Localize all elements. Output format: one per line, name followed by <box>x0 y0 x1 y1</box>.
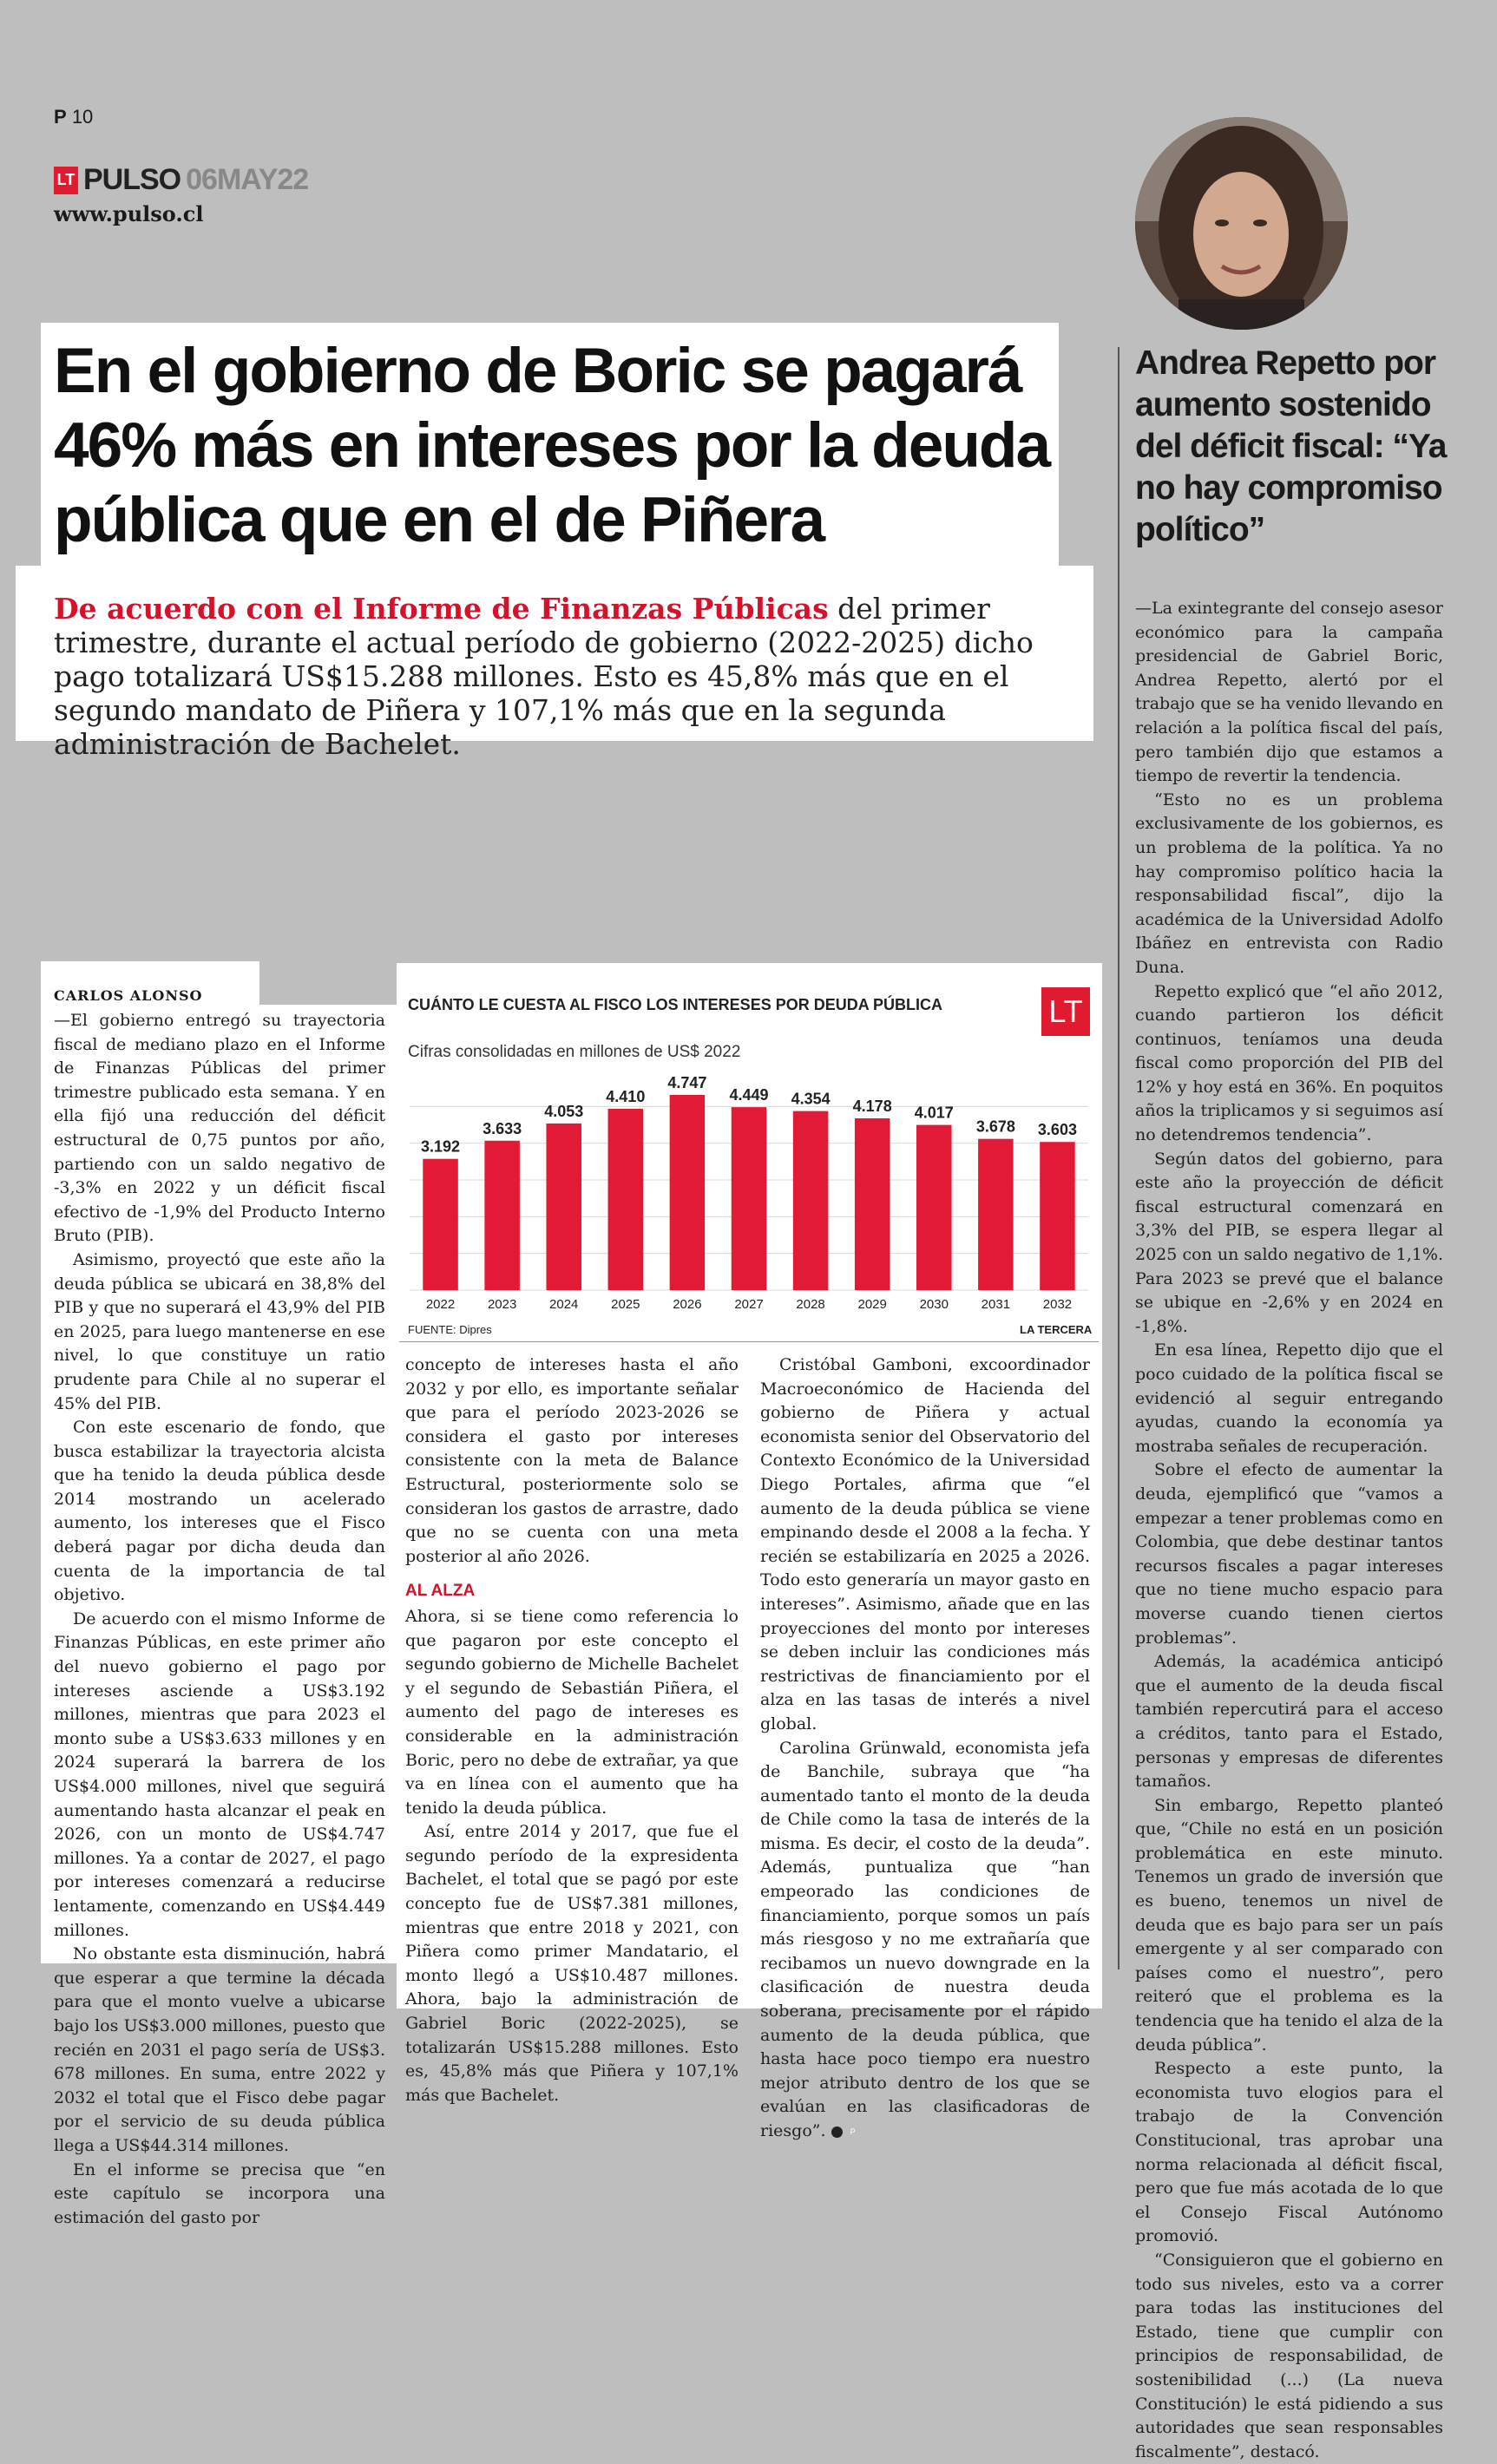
website-link[interactable]: www.pulso.cl <box>54 201 204 226</box>
chart-bar-2022 <box>423 1159 458 1290</box>
chart-value-label: 3.678 <box>975 1117 1015 1136</box>
portrait-photo <box>1135 117 1348 330</box>
article-paragraph: —El gobierno entregó su trayectoria fiscal de mediano plazo en el Informe de Finanzas Públicas del primer trimestre publicado esta semana. Y en ella fijó una reducción del déficit estructural de 0,75 puntos por año, partiendo con un saldo negativo de -3,3% en 2022 y un déficit fiscal efectivo de -1,9% del Producto Interno Bruto (PIB). <box>54 1011 385 1246</box>
article-paragraph: concepto de intereses hasta el año 2032 y por ello, es importante señalar que para el período 2023-2026 se considera el gasto por intereses consistente con la meta de Balance Estructural, posteriormente solo se consideran los gastos de arrastre, dado que no se cuenta con una meta posterior al año 2026. <box>405 1355 739 1566</box>
article-paragraph: En el informe se precisa que “en este capítulo se incorpora una estimación del gasto por <box>54 2159 385 2227</box>
sidebar-paragraph: “Consiguieron que el gobierno en todo sus niveles, esto va a correr para todas las instituciones del Estado, tiene que cumplir con principios de responsabilidad, de sostenibilidad (...) (La nueva Constitución) le está pidiendo a sus autoridades que sean responsables fiscalmente”, destacó. <box>1135 2250 1443 2461</box>
chart-bar-2028 <box>793 1111 829 1290</box>
lt-logo: LT <box>54 167 78 194</box>
deck-highlight: De acuerdo con el Informe de Finanzas Públicas <box>54 592 829 626</box>
chart-subtitle: Cifras consolidadas en millones de US$ 2022 <box>408 1043 741 1061</box>
sidebar-paragraph: —La exintegrante del consejo asesor económico para la campaña presidencial de Gabriel Boric, Andrea Repetto, alertó por el trabajo que se ha venido llevando en relación a la política fiscal del país, pero también dijo que estamos a tiempo de revertir la tendencia. <box>1135 599 1443 786</box>
chart-tick-label: 2032 <box>1042 1297 1073 1312</box>
sidebar-paragraph: Según datos del gobierno, para este año la proyección de déficit fiscal estructural comenzará en 3,3% del PIB, se espera llegar al 2025 con un saldo negativo de 1,1%. Para 2023 se prevé que el balance se ubique en -2,6% y en 2024 en -1,8%. <box>1135 1149 1443 1336</box>
article-paragraph: Ahora, si se tiene como referencia lo que pagaron por este concepto el segundo gobierno de Michelle Bachelet y el segundo de Sebastián Piñera, el aumento del pago de intereses es considerable en la administración Boric, pero no debe de extrañar, ya que va en línea con el aumento que ha tenido la deuda pública. <box>405 1606 739 1818</box>
byline: CARLOS ALONSO <box>54 987 203 1004</box>
deck <box>54 592 1078 761</box>
article-paragraph: Asimismo, proyectó que este año la deuda pública se ubicará en 38,8% del PIB y que no superará el 43,9% del PIB en 2025, para luego mantenerse en ese nivel, lo que constituye un ratio prudente para Chile al no superar el 45% del PIB. <box>54 1249 385 1413</box>
chart-bar-2029 <box>855 1118 890 1290</box>
page-number: P 10 <box>54 106 94 128</box>
chart-value-label: 4.053 <box>544 1102 584 1120</box>
chart-tick-label: 2025 <box>611 1297 640 1312</box>
chart-value-label: 4.410 <box>606 1087 646 1105</box>
bar-chart <box>399 1063 1099 1319</box>
chart-tick-label: 2028 <box>796 1297 825 1312</box>
sidebar-paragraph: Respecto a este punto, la economista tuvo elogios para el trabajo de la Convención Constitucional, tras aprobar una norma relacionada al déficit fiscal, pero que fue más acotada de lo que el Consejo Fiscal Autónomo promovió. <box>1135 2059 1443 2246</box>
chart-bar-2032 <box>1040 1142 1075 1290</box>
sidebar-body <box>1135 597 1443 2464</box>
chart-bar-2025 <box>608 1109 644 1290</box>
article-paragraph: Con este escenario de fondo, que busca estabilizar la trayectoria alcista que ha tenido la deuda pública desde 2014 mostrando un acelerado aumento, los intereses que el Fisco deberá pagar por dicha deuda dan cuenta de la importancia de tal objetivo. <box>54 1418 385 1605</box>
article-column-2 <box>405 1353 739 2107</box>
issue-date: 06MAY22 <box>186 163 309 196</box>
chart-bar-2024 <box>546 1124 581 1290</box>
chart-title: CUÁNTO LE CUESTA AL FISCO LOS INTERESES POR DEUDA PÚBLICA <box>408 996 943 1013</box>
deck-text: del primer trimestre, durante el actual período de gobierno (2022-2025) dicho pago totalizará US$15.288 millones. Esto es 45,8% más que en el segundo mandato de Piñera y 107,1% más que en la segunda administración de Bachelet. <box>54 592 1034 761</box>
chart-tick-label: 2031 <box>981 1297 1011 1312</box>
chart-value-label: 4.747 <box>667 1073 707 1091</box>
sidebar-title: Andrea Repetto por aumento sostenido del déficit fiscal: “Ya no hay compromiso político” <box>1135 344 1447 548</box>
article-paragraph: No obstante esta disminución, habrá que esperar a que termine la década para que el monto vuelve a ubicarse bajo los US$3.000 millones, puesto que recién en 2031 el pago sería de US$3. 678 millones. En suma, entre 2022 y 2032 el total que el Fisco debe pagar por el servicio de su deuda pública llega a US$44.314 millones. <box>54 1944 385 2155</box>
masthead <box>54 163 308 197</box>
chart-tick-label: 2023 <box>487 1297 517 1312</box>
chart-tick-label: 2026 <box>673 1297 702 1312</box>
article-column-1 <box>54 1009 385 2230</box>
chart-source: FUENTE: Dipres <box>408 1323 492 1336</box>
chart-tick-label: 2024 <box>549 1297 579 1312</box>
article-paragraph: De acuerdo con el mismo Informe de Finanzas Públicas, en este primer año del nuevo gobierno el pago por intereses asciende a US$3.192 millones, mientras que para 2023 el monto sube a US$3.633 millones y en 2024 superará la barrera de los US$4.000 millones, nivel que seguirá aumentando hasta alcanzar el peak en 2026, con un monto de US$4.747 millones. Ya a contar de 2027, el pago por intereses comenzará a reducirse lentamente, comenzando en US$4.449 millones. <box>54 1609 385 1940</box>
chart-tick-label: 2030 <box>919 1297 949 1312</box>
chart-value-label: 3.603 <box>1037 1121 1077 1139</box>
sidebar-paragraph: Repetto explicó que “el año 2012, cuando partieron los déficit continuos, teníamos una deuda fiscal como proporción del PIB del 12% y hoy está en 36%. En poquitos años la triplicamos y si seguimos así no detendremos tendencia”. <box>1135 981 1443 1145</box>
article-paragraph: Carolina Grünwald, economista jefa de Banchile, subraya que “ha aumentado tanto el monto de la deuda de Chile como la tasa de interés de la misma. Es decir, el costo de la deuda”. Además, puntualiza que “han empeorado las condiciones de financiamiento, porque somos un país más riesgoso y no me extrañaría que recibamos un nuevo downgrade en la clasificación de nuestra deuda soberana, precisamente por el rápido aumento de la deuda pública, que hasta hace poco tiempo era nuestro mejor atributo dentro de los que se evalúan en las clasificadoras de riesgo”. P <box>760 1738 1090 2140</box>
chart-value-label: 4.178 <box>852 1097 892 1115</box>
chart-lt-logo: LT <box>1041 987 1090 1036</box>
brand-name: PULSO <box>83 163 181 196</box>
subheading: AL ALZA <box>405 1582 476 1601</box>
headline: En el gobierno de Boric se pagará 46% más en intereses por la deuda pública que en el de Piñera <box>54 336 1050 555</box>
chart-value-label: 4.449 <box>729 1086 769 1104</box>
sidebar-paragraph: Sin embargo, Repetto planteó que, “Chile no está en un posición problemática en este minuto. Tenemos un grado de inversión que es bueno, tenemos un nivel de deuda que es bajo para ser un país emergente y al ser comparado con países como el nuestro”, pero reiteró que el problema es la tendencia que ha tenido el alza de la deuda pública”. <box>1135 1795 1443 2054</box>
chart-value-label: 4.017 <box>914 1104 954 1122</box>
chart-value-label: 3.192 <box>421 1137 461 1156</box>
sidebar-paragraph: En esa línea, Repetto dijo que el poco cuidado de la política fiscal se evidenció al seguir entregando ayudas, cuando la economía ya mostraba señales de recuperación. <box>1135 1340 1443 1456</box>
chart-tick-label: 2027 <box>734 1297 764 1312</box>
chart-divider <box>399 1341 1099 1342</box>
chart-bar-2027 <box>732 1107 767 1290</box>
chart-bar-2023 <box>484 1141 520 1290</box>
chart-credit: LA TERCERA <box>1020 1323 1093 1336</box>
chart-tick-label: 2022 <box>425 1297 456 1312</box>
chart-bar-2026 <box>670 1095 706 1290</box>
end-mark-icon: P <box>831 2127 843 2138</box>
chart-bar-2030 <box>916 1125 952 1290</box>
article-column-3 <box>760 1353 1090 2144</box>
sidebar-paragraph: “Esto no es un problema exclusivamente de los gobiernos, es un problema de la política. Ya no hay compromiso político hacia la responsabilidad fiscal”, dijo la académica de la Universidad Adolfo Ibáñez en entrevista con Radio Duna. <box>1135 790 1443 977</box>
chart-value-label: 3.633 <box>483 1119 522 1137</box>
sidebar-rule <box>1118 347 1119 1969</box>
sidebar-paragraph: Además, la académica anticipó que el aumento de la deuda fiscal también repercutirá para el acceso a créditos, tanto para el Estado, personas y empresas de diferentes tamaños. <box>1135 1652 1443 1792</box>
chart-bar-2031 <box>978 1139 1014 1290</box>
chart-value-label: 4.354 <box>791 1090 831 1108</box>
article-paragraph: Así, entre 2014 y 2017, que fue el segundo período de la expresidenta Bachelet, el total que se pagó por este concepto fue de US$7.381 millones, mientras que entre 2018 y 2021, con Piñera como primer Mandatario, el monto llegó a US$10.487 millones. Ahora, bajo la administración de Gabriel Boric (2022-2025), se totalizarán US$15.288 millones. Esto es, 45,8% más que Piñera y 107,1% más que Bachelet. <box>405 1822 739 2105</box>
article-paragraph: Cristóbal Gamboni, excoordinador Macroeconómico de Hacienda del gobierno de Piñera y actual economista senior del Observatorio del Contexto Económico de la Universidad Diego Portales, afirma que “el aumento de la deuda pública se viene empinando desde el 2008 a la fecha. Y recién se estabilizaría en 2025 a 2026. Todo esto generaría un mayor gasto en intereses”. Asimismo, añade que en las proyecciones del monto por intereses se deben incluir las condiciones más restrictivas de financiamiento por el alza en las tasas de interés a nivel global. <box>760 1355 1090 1733</box>
sidebar-paragraph: Sobre el efecto de aumentar la deuda, ejemplificó que “vamos a empezar a tener problemas como en Colombia, que debe destinar tantos recursos fiscales a pagar intereses que no tiene mucho espacio para moverse cuando tienen ciertos problemas”. <box>1135 1460 1443 1648</box>
chart-tick-label: 2029 <box>857 1297 887 1312</box>
